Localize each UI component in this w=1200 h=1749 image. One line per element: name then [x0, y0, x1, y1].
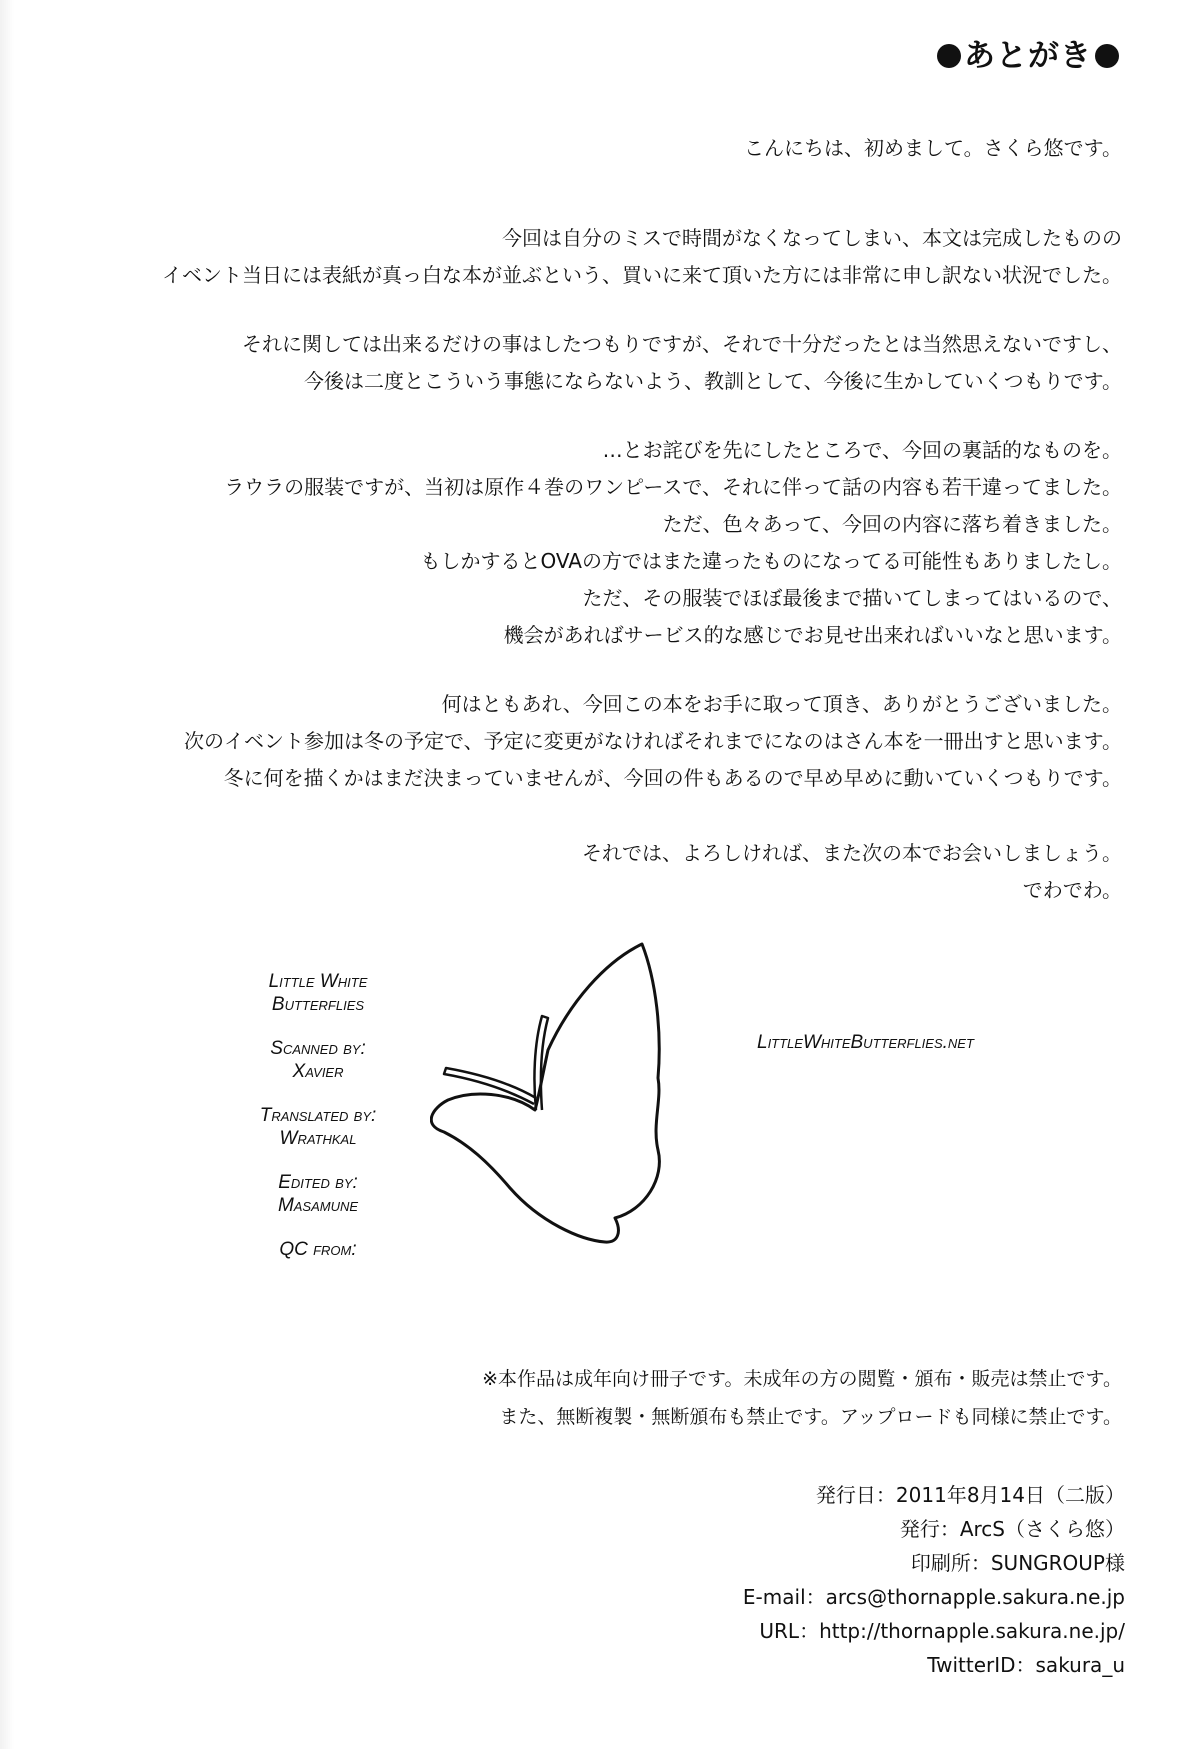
page-title — [934, 30, 1122, 75]
colophon — [743, 1478, 1125, 1682]
credit-qc — [228, 1238, 408, 1261]
age-restriction-notice — [482, 1360, 1122, 1436]
group-name-line: Butterflies — [271, 994, 365, 1015]
credit-name: Xavier — [292, 1061, 344, 1082]
paragraph-line: 次のイベント参加は冬の予定で、予定に変更がなければそれまでになのはさん本を一冊出すと思います。 — [184, 729, 1122, 753]
credit-label: Scanned by: — [270, 1038, 366, 1059]
greeting-line: こんにちは、初めまして。さくら悠です。 — [744, 136, 1122, 160]
credit-edited — [228, 1171, 408, 1217]
credit-name: Masamune — [277, 1195, 359, 1216]
paragraph-line: 冬に何を描くかはまだ決まっていませんが、今回の件もあるので早め早めに動いていくつもりです。 — [223, 766, 1122, 790]
paragraph-line: 何はともあれ、今回この本をお手に取って頂き、ありがとうございました。 — [441, 692, 1122, 716]
notice-line: また、無断複製・無断頒布も禁止です。アップロードも同様に禁止です。 — [499, 1406, 1122, 1428]
closing-line: それでは、よろしければ、また次の本でお会いしましょう。 — [582, 841, 1122, 865]
website-url: LittleWhiteButterflies.net — [757, 1032, 974, 1053]
bullet-dot-icon — [937, 44, 961, 68]
closing-line: でわでわ。 — [1022, 878, 1122, 902]
page-title-text: あとがき — [964, 38, 1092, 74]
paragraph-line: 機会があればサービス的な感じでお見せ出来ればいいなと思います。 — [503, 623, 1122, 647]
printer: 印刷所：SUNGROUP様 — [910, 1551, 1125, 1575]
scanlation-credits — [228, 970, 408, 1282]
contact-email: E-mail：arcs@thornapple.sakura.ne.jp — [742, 1585, 1125, 1609]
notice-line: ※本作品は成年向け冊子です。未成年の方の閲覧・頒布・販売は禁止です。 — [482, 1368, 1122, 1390]
credit-scanned — [228, 1037, 408, 1083]
credit-translated — [228, 1104, 408, 1150]
paragraph-line: もしかするとOVAの方ではまた違ったものになってる可能性もありましたし。 — [420, 549, 1122, 573]
credit-name: Wrathkal — [279, 1128, 357, 1149]
paragraph-line: 今回は自分のミスで時間がなくなってしまい、本文は完成したものの — [502, 226, 1122, 250]
publish-date: 発行日：2011年8月14日（二版） — [815, 1483, 1125, 1507]
credit-label: Translated by: — [259, 1105, 377, 1126]
contact-url: URL：http://thornapple.sakura.ne.jp/ — [759, 1619, 1125, 1643]
page-edge-shadow — [0, 0, 14, 1749]
bullet-dot-icon — [1095, 44, 1119, 68]
paragraph-line: 今後は二度とこういう事態にならないよう、教訓として、今後に生かしていくつもりです。 — [304, 369, 1122, 393]
paragraph-line: イベント当日には表紙が真っ白な本が並ぶという、買いに来て頂いた方には非常に申し訳ない状況でした。 — [162, 263, 1122, 287]
credit-group — [228, 970, 408, 1016]
credit-label: Edited by: — [278, 1172, 358, 1193]
twitter-id: TwitterID：sakura_u — [927, 1653, 1125, 1677]
butterfly-icon — [430, 940, 750, 1250]
credit-label: QC from: — [279, 1239, 357, 1260]
paragraph-line: ただ、色々あって、今回の内容に落ち着きました。 — [662, 512, 1122, 536]
paragraph-line: ラウラの服装ですが、当初は原作４巻のワンピースで、それに伴って話の内容も若干違ってました。 — [224, 475, 1122, 499]
paragraph-line: それに関しては出来るだけの事はしたつもりですが、それで十分だったとは当然思えないですし、 — [242, 332, 1122, 356]
paragraph-line: ただ、その服装でほぼ最後まで描いてしまってはいるので、 — [582, 586, 1122, 610]
group-name-line: Little White — [268, 971, 368, 992]
publisher: 発行：ArcS（さくら悠） — [899, 1517, 1125, 1541]
afterword-body — [122, 130, 1122, 909]
paragraph-line: …とお詫びを先にしたところで、今回の裏話的なものを。 — [602, 438, 1122, 462]
